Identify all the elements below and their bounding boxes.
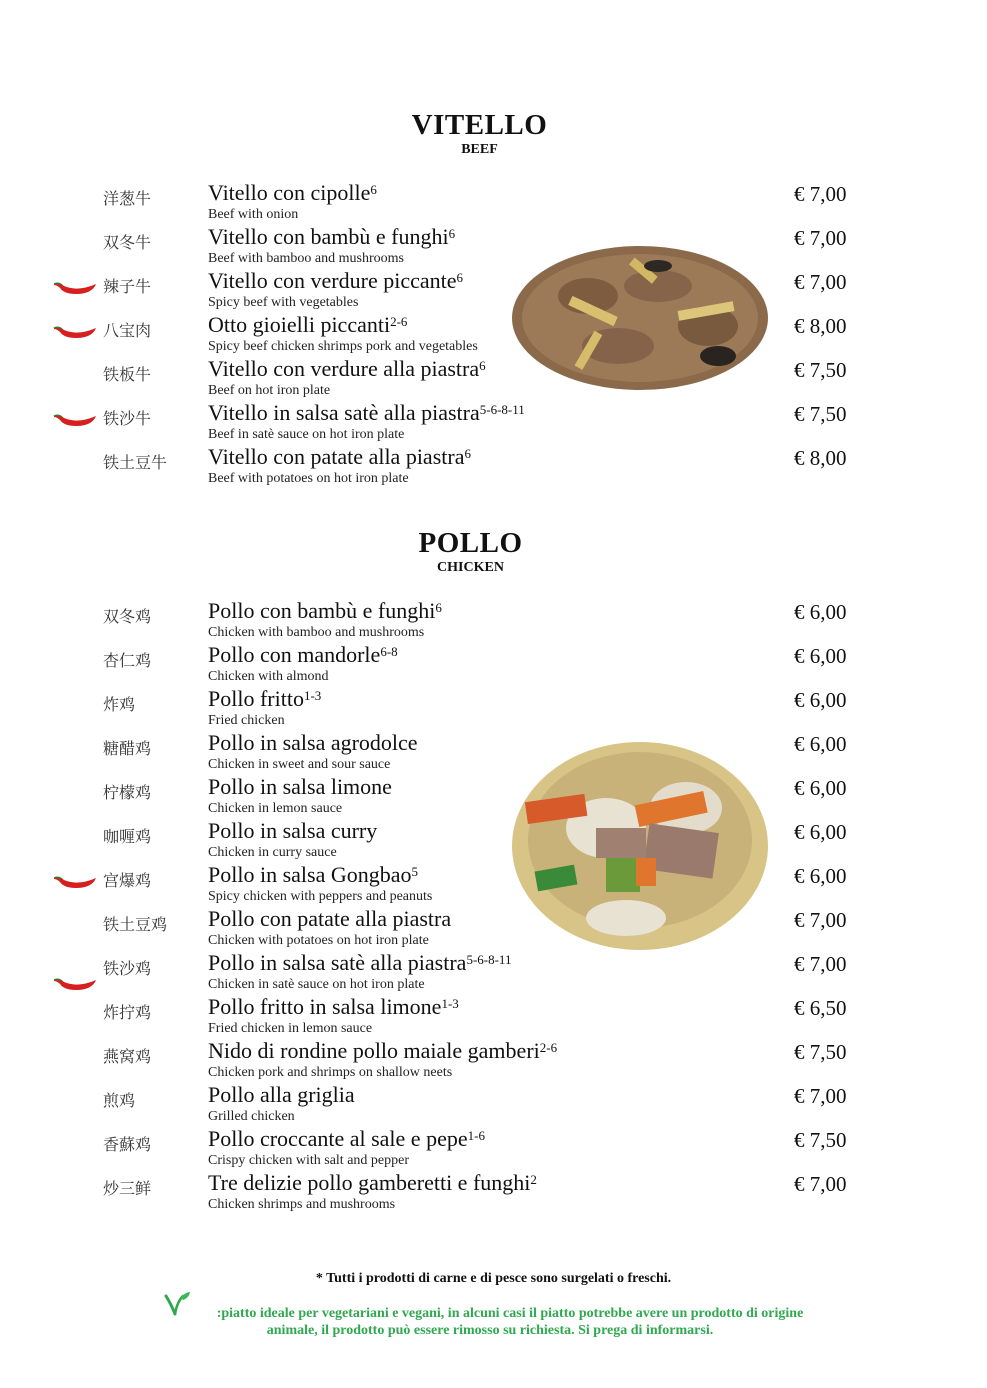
item-description: Chicken in satè sauce on hot iron plate	[208, 977, 425, 992]
item-name: Pollo in salsa satè alla piastra$^{5-6-8-11}$	[208, 950, 512, 975]
item-description: Crispy chicken with salt and pepper	[208, 1153, 410, 1168]
menu-item	[0, 1038, 987, 1086]
menu-item	[0, 774, 987, 822]
menu-item	[0, 180, 987, 228]
allergen-codes: 6	[464, 446, 471, 461]
item-description: Spicy beef chicken shrimps pork and vegetables	[208, 339, 478, 354]
item-name: Otto gioielli piccanti$^{2-6}$	[208, 312, 408, 337]
section-title: POLLO	[418, 527, 523, 559]
item-description: Chicken in lemon sauce	[208, 801, 343, 816]
menu-item	[0, 994, 987, 1042]
item-description: Spicy beef with vegetables	[208, 295, 359, 310]
item-description: Beef with onion	[208, 207, 299, 222]
section-subtitle: BEEF	[461, 142, 498, 157]
chinese-name: 宫爆鸡	[103, 871, 152, 890]
item-price: € 8,00	[794, 446, 847, 470]
chinese-name: 双冬鸡	[103, 607, 152, 626]
item-name: Pollo in salsa curry	[208, 818, 378, 843]
item-price: € 6,00	[794, 776, 847, 800]
allergen-codes: 5	[411, 864, 418, 879]
section-title: VITELLO	[411, 109, 548, 141]
item-name: Nido di rondine pollo maiale gamberi$^{2-6}$	[208, 1038, 558, 1063]
item-name: Tre delizie pollo gamberetti e funghi$^2$	[208, 1170, 537, 1195]
item-price: € 7,50	[794, 1128, 847, 1152]
menu-item	[0, 224, 987, 272]
chinese-name: 炸鸡	[103, 695, 136, 714]
allergen-codes: 6	[370, 182, 377, 197]
item-description: Chicken in sweet and sour sauce	[208, 757, 391, 772]
item-price: € 7,50	[794, 402, 847, 426]
chinese-name: 香蘇鸡	[103, 1135, 152, 1154]
item-name: Vitello con verdure alla piastra$^6$	[208, 356, 486, 381]
item-name: Pollo in salsa Gongbao$^5$	[208, 862, 418, 887]
item-price: € 7,50	[794, 358, 847, 382]
chili-pepper-icon	[52, 976, 98, 992]
menu-item	[0, 1170, 987, 1218]
item-description: Grilled chicken	[208, 1109, 295, 1124]
item-price: € 7,00	[794, 182, 847, 206]
menu-item	[0, 598, 987, 646]
item-description: Beef in satè sauce on hot iron plate	[208, 427, 405, 442]
chinese-name: 辣子牛	[103, 277, 152, 296]
menu-item	[0, 642, 987, 690]
item-price: € 7,00	[794, 1084, 847, 1108]
item-price: € 6,00	[794, 820, 847, 844]
item-description: Fried chicken in lemon sauce	[208, 1021, 373, 1036]
vegan-note-line2: animale, il prodotto può essere rimosso su richiesta. Si prega di informarsi.	[266, 1323, 714, 1338]
item-description: Spicy chicken with peppers and peanuts	[208, 889, 433, 904]
item-price: € 7,00	[794, 270, 847, 294]
item-name: Vitello con cipolle$^6$	[208, 180, 377, 205]
section-header-pollo	[0, 528, 987, 576]
menu-item	[0, 356, 987, 404]
allergen-codes: 1-3	[441, 996, 459, 1011]
footer-note: * Tutti i prodotti di carne e di pesce sono surgelati o freschi.	[315, 1271, 672, 1286]
item-description: Beef on hot iron plate	[208, 383, 331, 398]
item-name: Pollo fritto in salsa limone$^{1-3}$	[208, 994, 459, 1019]
allergen-codes: 1-6	[467, 1128, 485, 1143]
item-description: Chicken with bamboo and mushrooms	[208, 625, 425, 640]
chinese-name: 铁土豆牛	[103, 453, 168, 472]
chinese-name: 炒三鲜	[103, 1179, 152, 1198]
chinese-name: 咖喱鸡	[103, 827, 152, 846]
menu-item	[0, 906, 987, 954]
menu-item	[0, 268, 987, 316]
allergen-codes: 6	[456, 270, 464, 285]
chinese-name: 铁沙牛	[103, 409, 152, 428]
chinese-name: 八宝肉	[103, 321, 152, 340]
allergen-codes: 2-6	[539, 1040, 558, 1055]
chinese-name: 炸拧鸡	[103, 1003, 152, 1022]
chinese-name: 双冬牛	[103, 233, 152, 252]
item-price: € 7,00	[794, 908, 847, 932]
item-price: € 8,00	[794, 314, 847, 338]
allergen-codes: 5-6-8-11	[466, 952, 512, 967]
chinese-name: 铁沙鸡	[103, 959, 152, 978]
chinese-name: 燕窝鸡	[103, 1047, 152, 1066]
menu-item	[0, 862, 987, 910]
item-description: Chicken with potatoes on hot iron plate	[208, 933, 429, 948]
allergen-codes: 1-3	[303, 688, 322, 703]
chili-pepper-icon	[52, 412, 98, 428]
allergen-codes: 6	[448, 226, 456, 241]
allergen-codes: 6	[435, 600, 442, 615]
item-name: Pollo con bambù e funghi$^6$	[208, 598, 442, 623]
item-name: Vitello con bambù e funghi$^6$	[208, 224, 456, 249]
chili-pepper-icon	[52, 874, 98, 890]
item-name: Pollo alla griglia	[208, 1082, 355, 1107]
item-name: Pollo con mandorle$^{6-8}$	[208, 642, 398, 667]
item-name: Vitello in salsa satè alla piastra$^{5-6-8-11}$	[208, 400, 525, 425]
item-price: € 7,00	[794, 226, 847, 250]
menu-item	[0, 730, 987, 778]
menu-item	[0, 312, 987, 360]
item-price: € 6,00	[794, 688, 847, 712]
chili-pepper-icon	[52, 324, 98, 340]
item-name: Pollo con patate alla piastra	[208, 906, 452, 931]
allergen-codes: 2	[530, 1172, 537, 1187]
item-description: Chicken pork and shrimps on shallow neets	[208, 1065, 453, 1080]
menu-item	[0, 400, 987, 448]
item-name: Vitello con patate alla piastra$^6$	[208, 444, 471, 469]
chinese-name: 铁土豆鸡	[103, 915, 168, 934]
chili-pepper-icon	[52, 280, 98, 296]
item-price: € 7,50	[794, 1040, 847, 1064]
chinese-name: 柠檬鸡	[103, 783, 152, 802]
item-price: € 7,00	[794, 1172, 847, 1196]
allergen-codes: 2-6	[390, 314, 408, 329]
menu-item	[0, 818, 987, 866]
chinese-name: 煎鸡	[103, 1091, 136, 1110]
item-price: € 6,50	[794, 996, 847, 1020]
item-price: € 6,00	[794, 864, 847, 888]
item-price: € 6,00	[794, 600, 847, 624]
allergen-codes: 6	[479, 358, 486, 373]
allergen-codes: 5-6-8-11	[479, 402, 525, 417]
item-price: € 6,00	[794, 644, 847, 668]
chinese-name: 糖醋鸡	[103, 739, 152, 758]
vegan-leaf-icon	[163, 1290, 191, 1318]
vegan-note-line1: :piatto ideale per vegetariani e vegani, in alcuni casi il piatto potrebbe avere un prodotto di origine	[216, 1306, 804, 1321]
item-name: Pollo in salsa agrodolce	[208, 730, 418, 755]
item-description: Chicken with almond	[208, 669, 329, 684]
allergen-codes: 6-8	[380, 644, 398, 659]
menu-item	[0, 950, 987, 998]
item-name: Vitello con verdure piccante$^6$	[208, 268, 464, 293]
item-description: Chicken in curry sauce	[208, 845, 337, 860]
item-description: Chicken shrimps and mushrooms	[208, 1197, 396, 1212]
item-name: Pollo fritto$^{1-3}$	[208, 686, 322, 711]
item-description: Beef with potatoes on hot iron plate	[208, 471, 409, 486]
item-name: Pollo in salsa limone	[208, 774, 392, 799]
section-subtitle: CHICKEN	[437, 560, 504, 575]
menu-item	[0, 444, 987, 492]
menu-item	[0, 686, 987, 734]
item-description: Fried chicken	[208, 713, 285, 728]
chinese-name: 杏仁鸡	[103, 651, 152, 670]
item-price: € 6,00	[794, 732, 847, 756]
chinese-name: 铁板牛	[103, 365, 152, 384]
item-description: Beef with bamboo and mushrooms	[208, 251, 404, 266]
chinese-name: 洋葱牛	[103, 189, 152, 208]
menu-item	[0, 1126, 987, 1174]
item-name: Pollo croccante al sale e pepe$^{1-6}$	[208, 1126, 485, 1151]
item-price: € 7,00	[794, 952, 847, 976]
section-header-vitello	[0, 110, 987, 158]
menu-item	[0, 1082, 987, 1130]
